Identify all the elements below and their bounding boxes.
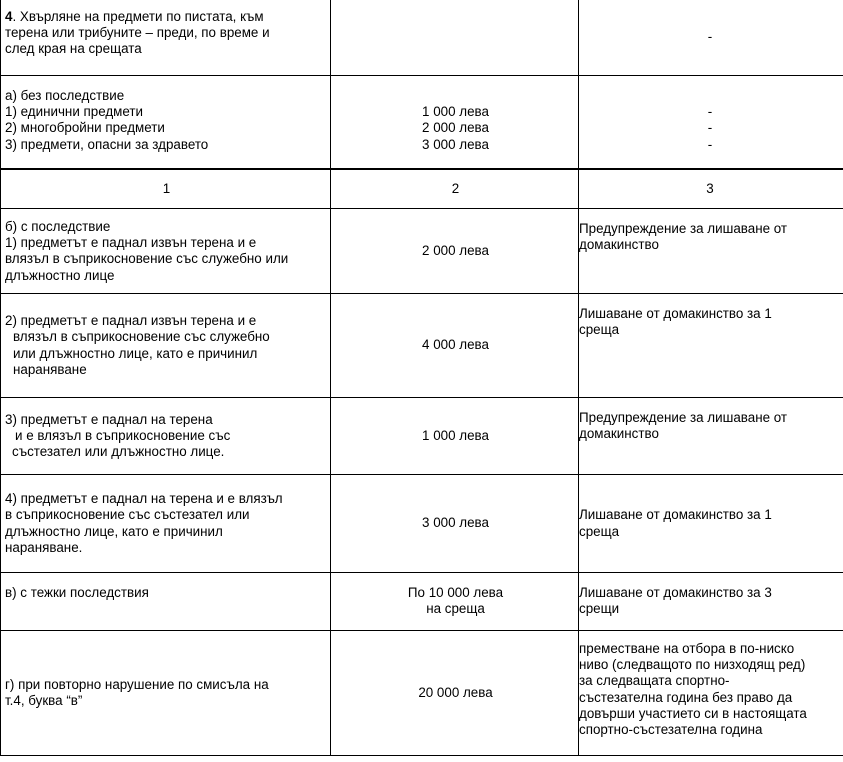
part-g-penalty-line-5: довърши участието си в настоящата: [579, 705, 807, 721]
section-4-title-line-2: терена или трибуните – преди, по време и: [5, 25, 270, 41]
part-g-row: [1, 631, 843, 756]
part-b-row-2-line-3: или длъжностно лице, като е причинил: [13, 345, 258, 361]
part-b-row-2-line-1: 2) предметът е паднал извън терена и е: [5, 313, 257, 329]
part-a-item-2-penalty: -: [707, 120, 713, 136]
part-v-penalty: [579, 573, 843, 631]
part-a-heading: а) без последствие: [5, 88, 125, 103]
part-b-row-3-line-1: 3) предметът е паднал на терена: [5, 411, 213, 427]
part-g-penalty: [579, 631, 843, 756]
part-v-row: [1, 573, 843, 631]
part-g-penalty-line-3: за следващата спортно-: [579, 673, 730, 689]
part-a-item-2-label: 2) многобройни предмети: [5, 120, 165, 136]
part-g-penalty-line-4: състезателна година без право да: [579, 689, 793, 705]
part-b-row-1-line-1: 1) предметът е паднал извън терена и е: [5, 235, 257, 251]
part-b-row-2-penalty-line-1: Лишаване от домакинство за 1: [579, 306, 772, 321]
part-a-item-2-fine: 2 000 лева: [422, 120, 489, 136]
part-b-row-3: [1, 398, 843, 475]
part-b-row-2-description: [1, 294, 331, 398]
part-g-label-line-1: г) при повторно нарушение по смисъла на: [5, 676, 269, 692]
part-b-heading: б) с последствие: [5, 219, 111, 234]
part-v-fine-line-2: на среща: [426, 601, 485, 617]
section-4-fine-cell: [331, 0, 579, 76]
part-a-fines: [331, 76, 579, 169]
section-4-number: 4: [5, 9, 13, 24]
part-b-row-3-fine: 1 000 лева: [331, 398, 579, 475]
part-b-row-2-fine: 4 000 лева: [331, 294, 579, 398]
part-b-row-1-fine: 2 000 лева: [331, 209, 579, 294]
part-b-row-4-line-1: 4) предметът е паднал на терена и е влязъл: [5, 491, 283, 507]
part-b-row-1-penalty: [579, 209, 843, 294]
section-4-title: [1, 0, 331, 76]
part-g-penalty-line-1: преместване на отбора в по-ниско: [579, 641, 795, 656]
part-b-row-2-penalty: [579, 294, 843, 398]
part-a-item-3-label: 3) предмети, опасни за здравето: [5, 136, 209, 152]
part-g-penalty-line-6: спортно-състезателна година: [579, 722, 763, 738]
part-a-labels: [1, 76, 331, 169]
part-b-row-2-line-4: нараняване: [13, 361, 87, 377]
part-b-row-1-line-2: влязъл в съприкосновение със служебно или: [5, 251, 289, 267]
part-v-penalty-line-1: Лишаване от домакинство за 3: [579, 585, 772, 600]
part-v-label: в) с тежки последствия: [1, 573, 331, 631]
part-b-row-4-line-3: длъжностно лице, като е причинил: [5, 523, 223, 539]
part-b-row-2-penalty-line-2: среща: [579, 322, 620, 338]
column-number-1: 1: [1, 169, 331, 209]
part-a-item-1-penalty: -: [707, 104, 713, 120]
part-a-item-1-fine: 1 000 лева: [422, 104, 489, 120]
part-b-row-1-penalty-line-2: домакинство: [579, 237, 659, 253]
part-a-row: [1, 76, 843, 169]
part-b-row-4-line-4: нараняване.: [5, 539, 83, 555]
part-g-label: [1, 631, 331, 756]
part-b-row-4-penalty-line-1: Лишаване от домакинство за 1: [579, 507, 772, 523]
section-4-title-text: . Хвърляне на предмети по пистата, към: [12, 9, 264, 24]
part-b-row-1-description: [1, 209, 331, 294]
part-b-row-4-penalty-line-2: среща: [579, 523, 620, 539]
part-a-penalties: [579, 76, 843, 169]
part-b-row-4-penalty: [579, 475, 843, 573]
part-a-item-1-label: 1) единични предмети: [5, 104, 144, 120]
part-b-row-3-line-2: и е влязъл в съприкосновение със: [15, 427, 231, 443]
part-v-fine-line-1: По 10 000 лева: [407, 585, 504, 600]
section-4-title-line-3: след края на срещата: [5, 41, 142, 57]
section-4-penalty: -: [579, 0, 843, 76]
part-b-row-3-description: [1, 398, 331, 475]
part-b-row-4-line-2: в съприкосновение със състезател или: [5, 507, 250, 523]
part-b-row-3-line-3: състезател или длъжностно лице.: [12, 444, 225, 460]
column-number-row: [1, 169, 843, 209]
part-v-fine: [331, 573, 579, 631]
part-b-row-1-line-3: длъжностно лице: [5, 267, 115, 283]
part-b-row-1: [1, 209, 843, 294]
section-4-row: [1, 0, 843, 76]
part-a-item-3-fine: 3 000 лева: [422, 136, 489, 152]
part-g-penalty-line-2: ниво (следващото по низходящ ред): [579, 657, 806, 673]
part-a-item-3-penalty: -: [707, 136, 713, 152]
part-b-row-3-penalty-line-1: Предупреждение за лишаване от: [579, 410, 788, 425]
part-g-label-line-2: т.4, буква “в”: [5, 693, 83, 708]
part-b-row-4-description: [1, 475, 331, 573]
column-number-3: 3: [579, 169, 843, 209]
part-b-row-1-penalty-line-1: Предупреждение за лишаване от: [579, 221, 788, 236]
part-b-row-4-fine: 3 000 лева: [331, 475, 579, 573]
part-b-row-4: [1, 475, 843, 573]
part-b-row-2-line-2: влязъл в съприкосновение със служебно: [13, 329, 270, 345]
column-number-2: 2: [331, 169, 579, 209]
part-g-fine: 20 000 лева: [331, 631, 579, 756]
part-b-row-3-penalty-line-2: домакинство: [579, 426, 659, 442]
part-v-penalty-line-2: срещи: [579, 601, 620, 617]
part-b-row-2: [1, 294, 843, 398]
part-b-row-3-penalty: [579, 398, 843, 475]
